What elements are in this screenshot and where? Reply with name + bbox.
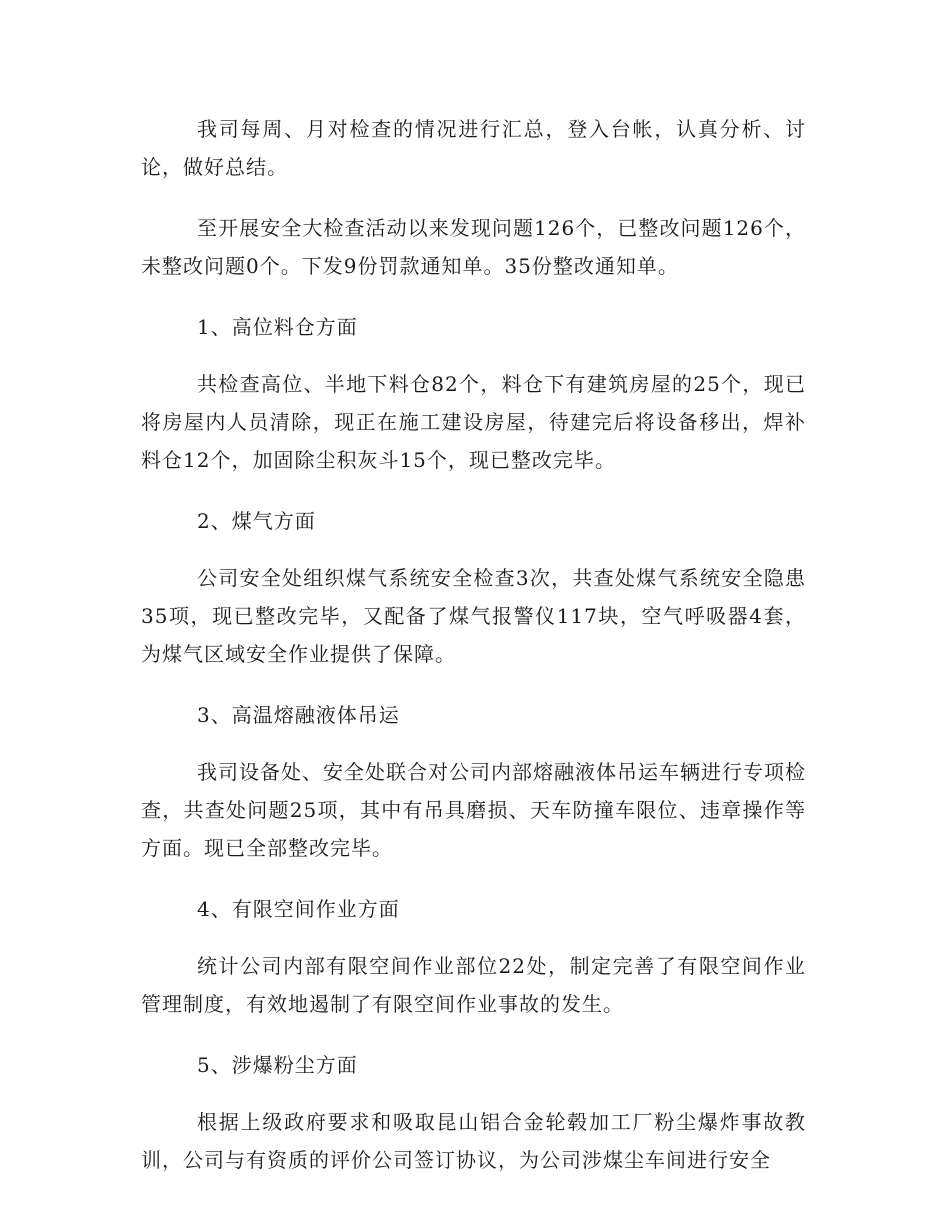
paragraph-molten-liquid: 我司设备处、安全处联合对公司内部熔融液体吊运车辆进行专项检查，共查处问题25项，其中有吊具磨损、天车防撞车限位、违章操作等方面。现已全部整改完毕。	[141, 760, 806, 860]
paragraph-summary: 我司每周、月对检查的情况进行汇总，登入台帐，认真分析、讨论，做好总结。	[141, 117, 806, 179]
paragraph-confined-space: 统计公司内部有限空间作业部位22处，制定完善了有限空间作业管理制度，有效地遏制了有限空间作业事故的发生。	[141, 954, 806, 1016]
section-heading-explosive-dust: 5、涉爆粉尘方面	[197, 1053, 358, 1077]
paragraph-gas: 公司安全处组织煤气系统安全检查3次，共查处煤气系统安全隐患35项，现已整改完毕，又配备了煤气报警仪117块，空气呼吸器4套，为煤气区域安全作业提供了保障。	[141, 566, 806, 666]
paragraph-silo: 共检查高位、半地下料仓82个，料仓下有建筑房屋的25个，现已将房屋内人员清除，现正在施工建设房屋，待建完后将设备移出，焊补料仓12个，加固除尘积灰斗15个，现已整改完毕。	[141, 372, 806, 472]
section-heading-silo: 1、高位料仓方面	[197, 315, 358, 339]
paragraph-explosive-dust: 根据上级政府要求和吸取昆山铝合金轮毂加工厂粉尘爆炸事故教训，公司与有资质的评价公司签订协议，为公司涉煤尘车间进行安全	[141, 1110, 806, 1172]
paragraph-issue-statistics: 至开展安全大检查活动以来发现问题126个，已整改问题126个，未整改问题0个。下发9份罚款通知单。35份整改通知单。	[141, 216, 806, 278]
section-heading-molten-liquid: 3、高温熔融液体吊运	[197, 703, 400, 727]
section-heading-confined-space: 4、有限空间作业方面	[197, 897, 400, 921]
document-body	[141, 110, 806, 1202]
section-heading-gas: 2、煤气方面	[197, 509, 316, 533]
